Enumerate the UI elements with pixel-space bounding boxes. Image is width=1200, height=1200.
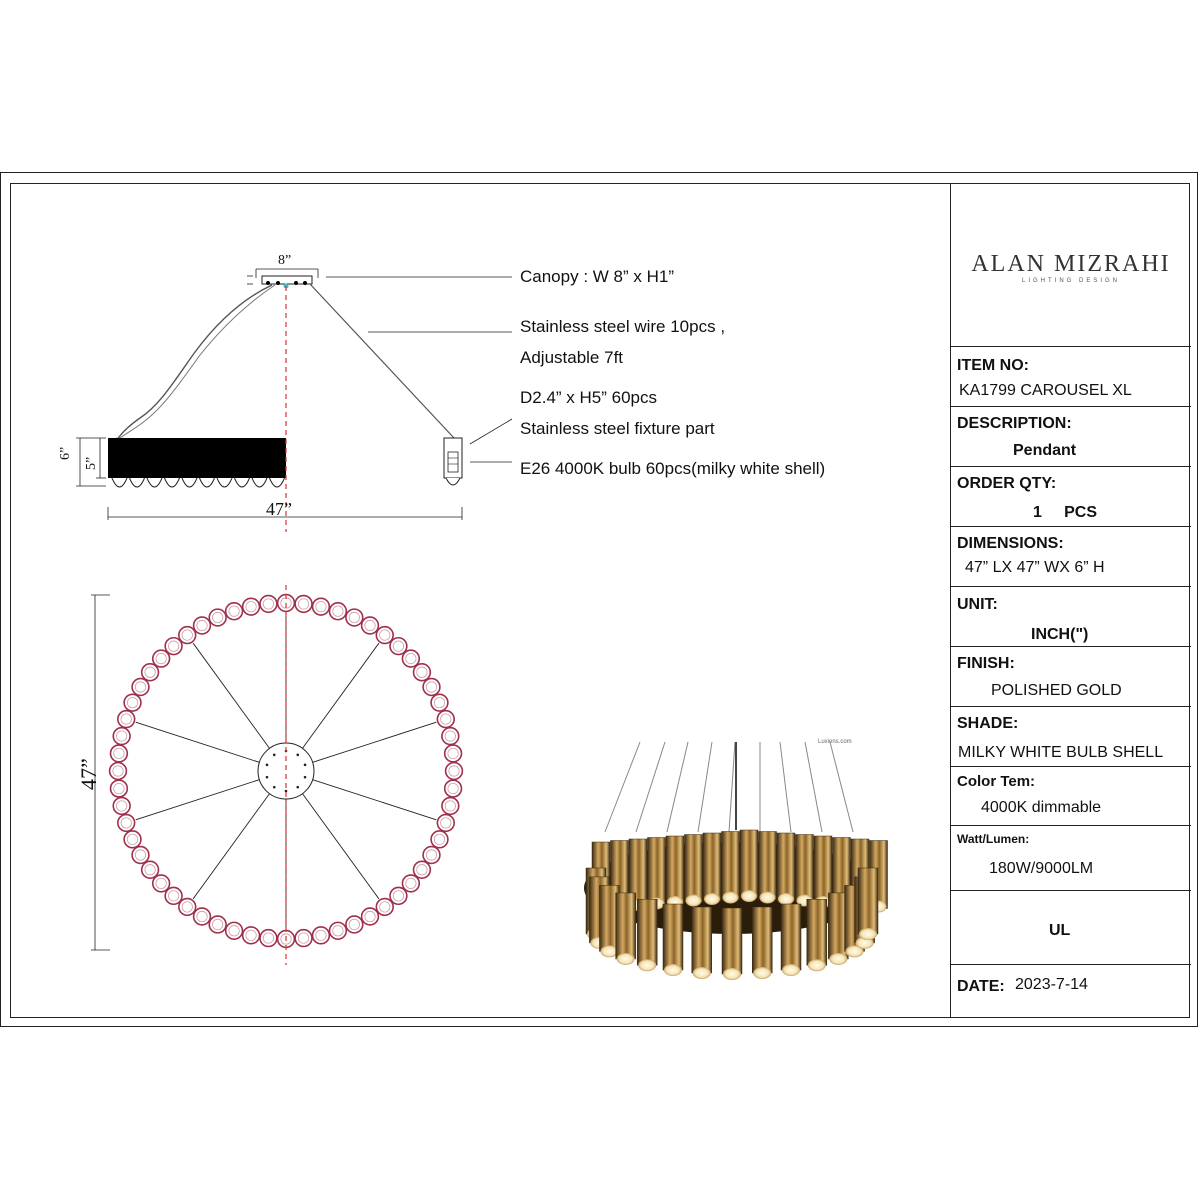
plan-bulb xyxy=(376,627,393,644)
plan-view xyxy=(91,585,462,965)
plan-bulb xyxy=(295,930,312,947)
fixture-body-black xyxy=(108,438,286,478)
plan-spoke xyxy=(302,643,378,748)
photo-bulb-front xyxy=(617,953,635,965)
plan-bulb xyxy=(118,711,135,728)
brand-logo: ALAN MIZRAHI xyxy=(971,251,1171,277)
hub-dot xyxy=(296,754,299,757)
plan-bulb xyxy=(414,664,431,681)
hub-dot xyxy=(266,764,269,767)
plan-bulb xyxy=(437,711,454,728)
spec-finish: FINISH: POLISHED GOLD xyxy=(951,647,1191,707)
photo-bulb-front xyxy=(782,964,800,976)
brand-subtitle: LIGHTING DESIGN xyxy=(1021,278,1120,284)
photo-tube xyxy=(722,832,740,900)
side-bulb xyxy=(270,478,285,487)
side-bulb xyxy=(235,478,250,487)
plan-bulb xyxy=(132,679,149,696)
callout-fixture-line1: D2.4” x H5” 60pcs xyxy=(520,388,657,407)
photo-bulb-front xyxy=(829,953,847,965)
photo-watermark: Luxiens.com xyxy=(818,739,852,745)
suspension-wire-right xyxy=(310,284,454,438)
dim-diameter: 47” xyxy=(76,758,101,790)
plan-bulb xyxy=(445,745,462,762)
photo-wire xyxy=(780,742,791,832)
side-bulb xyxy=(112,478,127,487)
leader-fixture xyxy=(470,419,512,444)
plan-bulb xyxy=(313,598,330,615)
plan-bulb xyxy=(442,798,459,815)
side-bulb xyxy=(130,478,145,487)
side-bulb xyxy=(217,478,232,487)
plan-bulb xyxy=(376,899,393,916)
plan-bulb xyxy=(179,899,196,916)
hub-dot xyxy=(273,754,276,757)
bulb-detail xyxy=(444,438,462,485)
photo-bulb-front xyxy=(808,959,826,971)
spec-dimensions: DIMENSIONS: 47” LX 47” WX 6” H xyxy=(951,527,1191,587)
plan-bulb xyxy=(110,763,127,780)
plan-bulb xyxy=(243,927,260,944)
plan-bulb xyxy=(132,847,149,864)
plan-bulb xyxy=(414,861,431,878)
photo-bulb xyxy=(760,892,776,904)
plan-bulb xyxy=(346,916,363,933)
plan-spoke xyxy=(313,780,437,820)
plan-bulb xyxy=(118,815,135,832)
plan-spoke xyxy=(136,780,260,820)
plan-bulb xyxy=(111,745,128,762)
plan-bulb xyxy=(113,728,130,745)
plan-bulb xyxy=(260,930,277,947)
photo-bulb-front xyxy=(859,928,877,940)
product-photo xyxy=(584,742,888,980)
photo-tube xyxy=(796,835,814,903)
photo-tube xyxy=(703,833,721,901)
plan-bulb xyxy=(390,638,407,655)
photo-wire xyxy=(605,742,640,832)
plan-bulb xyxy=(209,609,226,626)
plan-bulb xyxy=(153,650,170,667)
plan-bulb xyxy=(446,763,463,780)
plan-bulb xyxy=(362,908,379,925)
hub-dot xyxy=(273,786,276,789)
callout-canopy: Canopy : W 8” x H1” xyxy=(520,267,674,286)
photo-tube-front xyxy=(722,908,742,974)
photo-tube-front xyxy=(637,899,657,965)
side-bulb-row xyxy=(112,478,285,487)
plan-bulb xyxy=(194,617,211,634)
spec-unit: UNIT: INCH(") xyxy=(951,587,1191,647)
photo-tube xyxy=(666,836,684,904)
photo-bulb xyxy=(741,890,757,902)
photo-tube xyxy=(777,833,795,901)
photo-bulb xyxy=(704,893,720,905)
plan-bulb xyxy=(226,922,243,939)
plan-bulb xyxy=(402,875,419,892)
plan-bulb xyxy=(142,664,159,681)
spec-date: DATE: 2023-7-14 xyxy=(957,976,1088,995)
plan-bulb xyxy=(437,815,454,832)
side-bulb xyxy=(147,478,162,487)
plan-bulb xyxy=(260,596,277,613)
photo-tube-front xyxy=(663,904,683,970)
dim-canopy-width: 8” xyxy=(278,253,292,268)
spec-certification: UL xyxy=(951,891,1191,965)
plan-bulb xyxy=(243,598,260,615)
plan-bulb xyxy=(124,831,141,848)
plan-bulb xyxy=(209,916,226,933)
spec-watt-lumen: Watt/Lumen: 180W/9000LM xyxy=(951,826,1191,891)
side-bulb xyxy=(182,478,197,487)
photo-tube xyxy=(685,835,703,903)
spec-order-qty: ORDER QTY: 1 PCS xyxy=(951,467,1191,527)
brand-cell xyxy=(951,183,1191,347)
hub-dot xyxy=(304,764,307,767)
plan-bulb xyxy=(402,650,419,667)
photo-wire xyxy=(805,742,822,832)
plan-spoke xyxy=(136,722,260,762)
photo-wire xyxy=(667,742,688,832)
plan-bulb xyxy=(124,694,141,711)
plan-bulb xyxy=(431,694,448,711)
photo-bulb-front xyxy=(638,959,656,971)
photo-bulb xyxy=(778,893,794,905)
callout-wire-line2: Adjustable 7ft xyxy=(520,348,624,367)
photo-bulb-front xyxy=(723,968,741,980)
callout-bulb: E26 4000K bulb 60pcs(milky white shell) xyxy=(520,459,826,478)
plan-bulb xyxy=(194,908,211,925)
plan-bulb xyxy=(179,627,196,644)
side-bulb xyxy=(165,478,180,487)
photo-tube-front xyxy=(692,907,712,973)
dim-height-total: 6” xyxy=(58,446,73,460)
plan-bulb xyxy=(153,875,170,892)
plan-bulb xyxy=(295,596,312,613)
plan-spoke xyxy=(193,643,269,748)
plan-bulb xyxy=(442,728,459,745)
plan-bulb xyxy=(313,927,330,944)
photo-bulb xyxy=(686,895,702,907)
dim-width: 47” xyxy=(266,499,292,519)
photo-wire xyxy=(729,742,735,832)
plan-bulb xyxy=(423,847,440,864)
plan-bulb xyxy=(142,861,159,878)
hub-dot xyxy=(296,786,299,789)
photo-wire xyxy=(636,742,665,832)
side-bulb xyxy=(200,478,215,487)
photo-bulb-front xyxy=(753,967,771,979)
spec-description: DESCRIPTION: Pendant xyxy=(951,407,1191,467)
photo-tube-front xyxy=(858,868,878,934)
plan-bulb xyxy=(111,780,128,797)
photo-tube-front xyxy=(807,899,827,965)
spec-color-temp: Color Tem: 4000K dimmable xyxy=(951,767,1191,826)
photo-bulb-front xyxy=(693,967,711,979)
plan-spoke xyxy=(313,722,437,762)
plan-bulb xyxy=(346,609,363,626)
plan-bulb xyxy=(390,887,407,904)
dim-height-body: 5” xyxy=(84,456,99,470)
plan-bulb xyxy=(431,831,448,848)
plan-bulb xyxy=(362,617,379,634)
plan-bulb xyxy=(165,887,182,904)
plan-bulb xyxy=(423,679,440,696)
photo-tube-front xyxy=(781,904,801,970)
plan-bulb xyxy=(226,603,243,620)
plan-bulb xyxy=(330,603,347,620)
side-bulb xyxy=(252,478,267,487)
plan-spoke xyxy=(193,794,269,899)
photo-tube-front xyxy=(616,893,636,959)
photo-tube-front xyxy=(752,907,772,973)
callout-wire-line1: Stainless steel wire 10pcs , xyxy=(520,317,726,336)
hub-dot xyxy=(285,790,288,793)
hub-dot xyxy=(304,776,307,779)
plan-bulb xyxy=(330,922,347,939)
spec-item-no: ITEM NO: KA1799 CAROUSEL XL xyxy=(951,347,1191,407)
photo-wire xyxy=(830,742,853,832)
hub-dot xyxy=(266,776,269,779)
spec-shade: SHADE: MILKY WHITE BULB SHELL xyxy=(951,707,1191,767)
plan-spoke xyxy=(302,794,378,899)
callout-fixture-line2: Stainless steel fixture part xyxy=(520,419,715,438)
plan-bulb xyxy=(165,638,182,655)
photo-bulb xyxy=(723,892,739,904)
plan-bulb xyxy=(113,798,130,815)
photo-tube xyxy=(759,832,777,900)
plan-bulb xyxy=(445,780,462,797)
photo-tube xyxy=(648,838,666,906)
photo-tube xyxy=(740,830,758,898)
side-elevation-view xyxy=(76,269,512,532)
spec-panel xyxy=(950,183,1190,1018)
photo-bulb-front xyxy=(664,964,682,976)
photo-wire xyxy=(698,742,712,832)
